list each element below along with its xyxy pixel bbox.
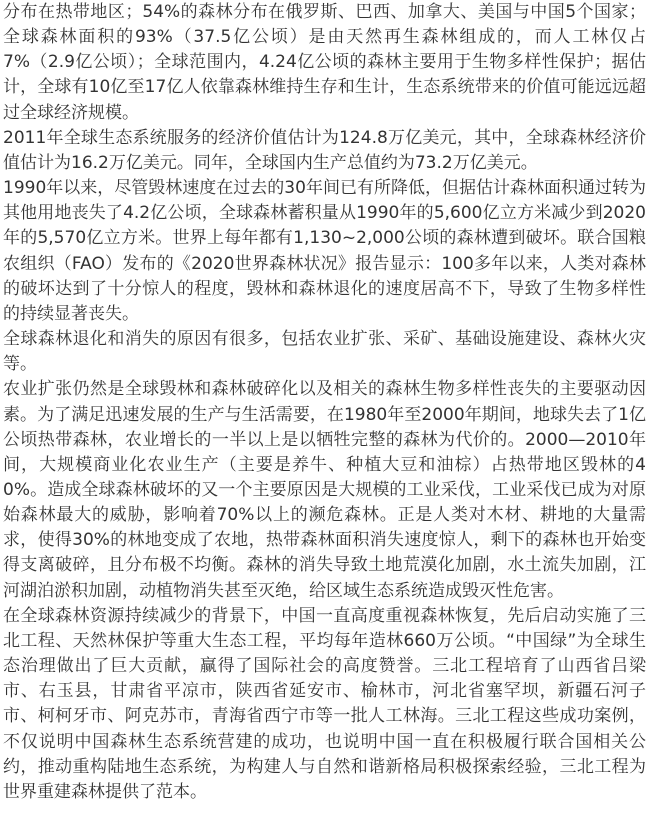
paragraph-causes-summary: 全球森林退化和消失的原因有很多，包括农业扩张、采矿、基础设施建设、森林火灾等。 [3,329,646,375]
paragraph-china-restoration: 在全球森林资源持续减少的背景下，中国一直高度重视森林恢复，先后启动实施了三北工程、天然林保护等重大生态工程，平均每年造林660万公顷。“中国绿”为全球生态治理做出了巨大贡献，赢得了国际社会的高度赞誉。三北工程培育了山西省吕梁市、右玉县，甘肃省平凉市，陕西省延安市、榆林市，河北省塞罕坝，新疆石河子市、柯柯牙市、阿克苏市，青海省西宁市等一批人工林海。三北工程这些成功案例，不仅说明中国森林生态系统营建的成功，也说明中国一直在积极履行联合国相关公约，推动重构陆地生态系统，为构建人与自然和谐新格局积极探索经验，三北工程为世界重建森林提供了范本。 [3,605,646,802]
article-body [3,0,646,805]
paragraph-forest-distribution: 分布在热带地区；54%的森林分布在俄罗斯、巴西、加拿大、美国与中国5个国家；全球森林面积的93%（37.5亿公顷）是由天然再生森林组成的，而人工林仅占7%（2.9亿公顷）；全球范围内，4.24亿公顷的森林主要用于生物多样性保护；据估计，全球有10亿至17亿人依靠森林维持生存和生计，生态系统带来的价值可能远远超过全球经济规模。 [3,2,646,123]
paragraph-deforestation-since-1990: 1990年以来，尽管毁林速度在过去的30年间已有所降低，但据估计森林面积通过转为其他用地丧失了4.2亿公顷，全球森林蓄积量从1990年的5,600亿立方米减少到2020年的5,570亿立方米。世界上每年都有1,130~2,000公顷的森林遭到破坏。联合国粮农组织（FAO）发布的《2020世界森林状况》报告显示：100多年以来，人类对森林的破坏达到了十分惊人的程度，毁林和森林退化的速度居高不下，导致了生物多样性的持续显著丧失。 [3,178,646,324]
paragraph-ecosystem-value: 2011年全球生态系统服务的经济价值估计为124.8万亿美元，其中，全球森林经济价值估计为16.2万亿美元。同年，全球国内生产总值约为73.2万亿美元。 [3,127,646,173]
paragraph-agricultural-expansion: 农业扩张仍然是全球毁林和森林破碎化以及相关的森林生物多样性丧失的主要驱动因素。为了满足迅速发展的生产与生活需要，在1980年至2000年期间，地球失去了1亿公顷热带森林，农业增长的一半以上是以牺牲完整的森林为代价的。2000—2010年间，大规模商业化农业生产（主要是养牛、种植大豆和油棕）占热带地区毁林的40%。造成全球森林破坏的又一个主要原因是大规模的工业采伐，工业采伐已成为对原始森林最大的威胁，影响着70%以上的濒危森林。正是人类对木材、耕地的大量需求，使得30%的林地变成了农地，热带森林面积消失速度惊人，剩下的森林也开始变得支离破碎，且分布极不均衡。森林的消失导致土地荒漠化加剧，水土流失加剧，江河湖泊淤积加剧，动植物消失甚至灭绝，给区域生态系统造成毁灭性危害。 [3,379,646,601]
